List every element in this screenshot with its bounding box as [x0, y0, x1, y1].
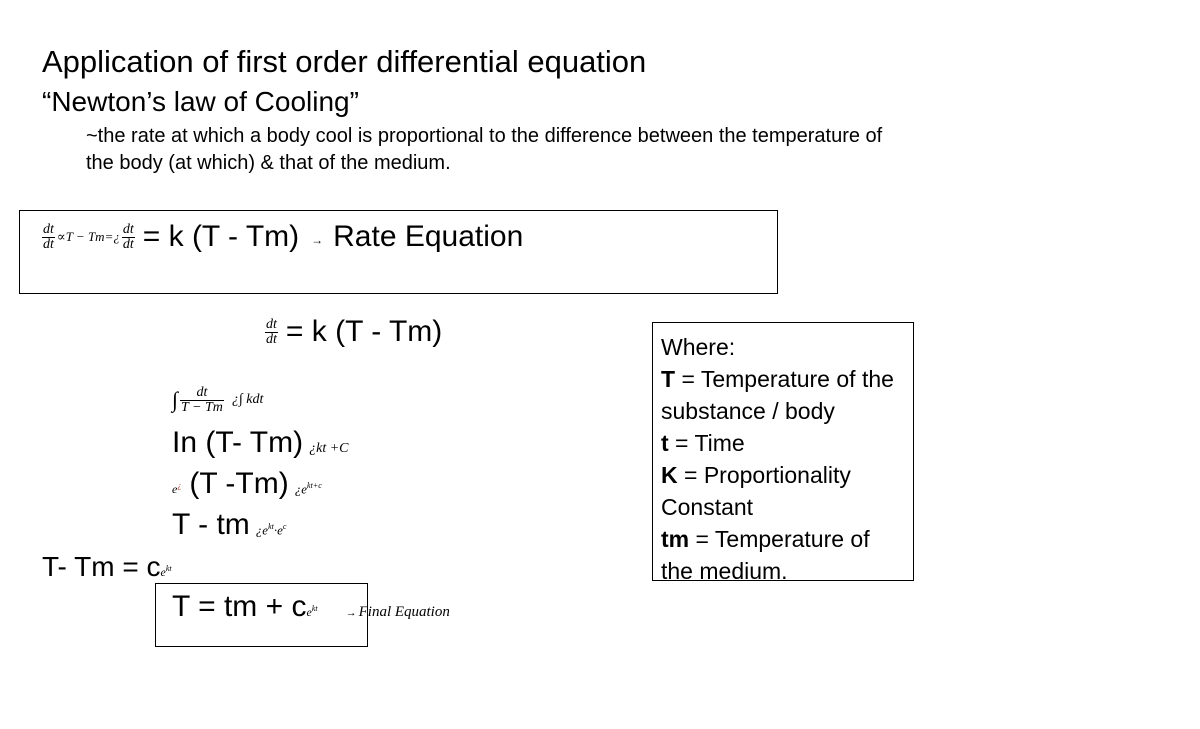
where-item [661, 363, 905, 427]
step4-prefix: e¿ [172, 481, 182, 496]
final-equation [172, 590, 450, 624]
arrow-icon: → [311, 233, 324, 247]
rate-equation-text: = k (T - Tm) [142, 220, 300, 253]
final-label: Final Equation [358, 604, 450, 620]
integral-sign: ∫ [172, 387, 179, 412]
step3-lhs: In (T- Tm) [172, 426, 304, 459]
step-exponentiate [172, 467, 322, 501]
where-heading: Where: [661, 334, 736, 360]
integral-rhs: ¿∫ kdt [231, 392, 264, 407]
slide-title: Application of first order differential equation [42, 44, 647, 79]
final-lhs: T = tm + c [172, 590, 307, 623]
where-item-text: = Temperature of the substance / body [661, 366, 894, 424]
where-item-symbol: K [661, 462, 678, 488]
where-item [661, 459, 905, 523]
where-item-symbol: tm [661, 526, 690, 552]
step5-lhs: T - tm [172, 508, 250, 541]
step1-fraction: $\frac{dt}{dt}$ [266, 316, 277, 347]
step3-rhs: ¿kt +C [309, 441, 349, 456]
step1-equation: = k (T - Tm) [285, 315, 443, 348]
definition-line-1: ~the rate at which a body cool is proportional to the difference between the temperature of [86, 125, 883, 147]
where-item [661, 427, 905, 459]
where-item-symbol: t [661, 430, 669, 456]
rate-equation-label: Rate Equation [333, 220, 524, 253]
where-legend-box [652, 322, 914, 584]
integral-fraction: $\frac{dt}{T - Tm}$ [181, 384, 223, 415]
rate-fraction: $\frac{dt}{dt}$ [43, 221, 54, 252]
proportional-text: ∝T − Tm=¿ [56, 229, 120, 244]
step-split-exponent [172, 508, 286, 542]
step5-rhs: ¿$e^{kt}\cdot e^c$ [255, 521, 287, 537]
rate-fraction-2: $\frac{dt}{dt}$ [122, 221, 134, 252]
arrow-icon: → [345, 607, 357, 619]
where-list [661, 363, 905, 587]
law-definition [86, 123, 882, 177]
step4-rhs: ¿$e^{kt+c}$ [294, 480, 322, 496]
where-item-text: = Proportionality Constant [661, 462, 851, 520]
step-rate-equation [265, 314, 442, 350]
step6-lhs: T- Tm = c [42, 551, 161, 582]
where-item [661, 523, 905, 587]
step-log [172, 426, 349, 460]
where-item-text: = Time [668, 430, 745, 456]
step-general-solution [42, 551, 172, 583]
where-item-text: = Temperature of the medium. [661, 526, 870, 584]
slide-subtitle: “Newton’s law of Cooling” [42, 86, 359, 117]
definition-line-2: the body (at which) & that of the medium. [86, 152, 451, 174]
rate-equation [42, 220, 523, 254]
step-integral [172, 382, 263, 418]
step4-lhs: (T -Tm) [189, 467, 289, 500]
where-item-symbol: T [661, 366, 676, 392]
step6-exp: $e^{kt}$ [160, 564, 172, 579]
final-exp: $e^{kt}$ [306, 604, 318, 619]
